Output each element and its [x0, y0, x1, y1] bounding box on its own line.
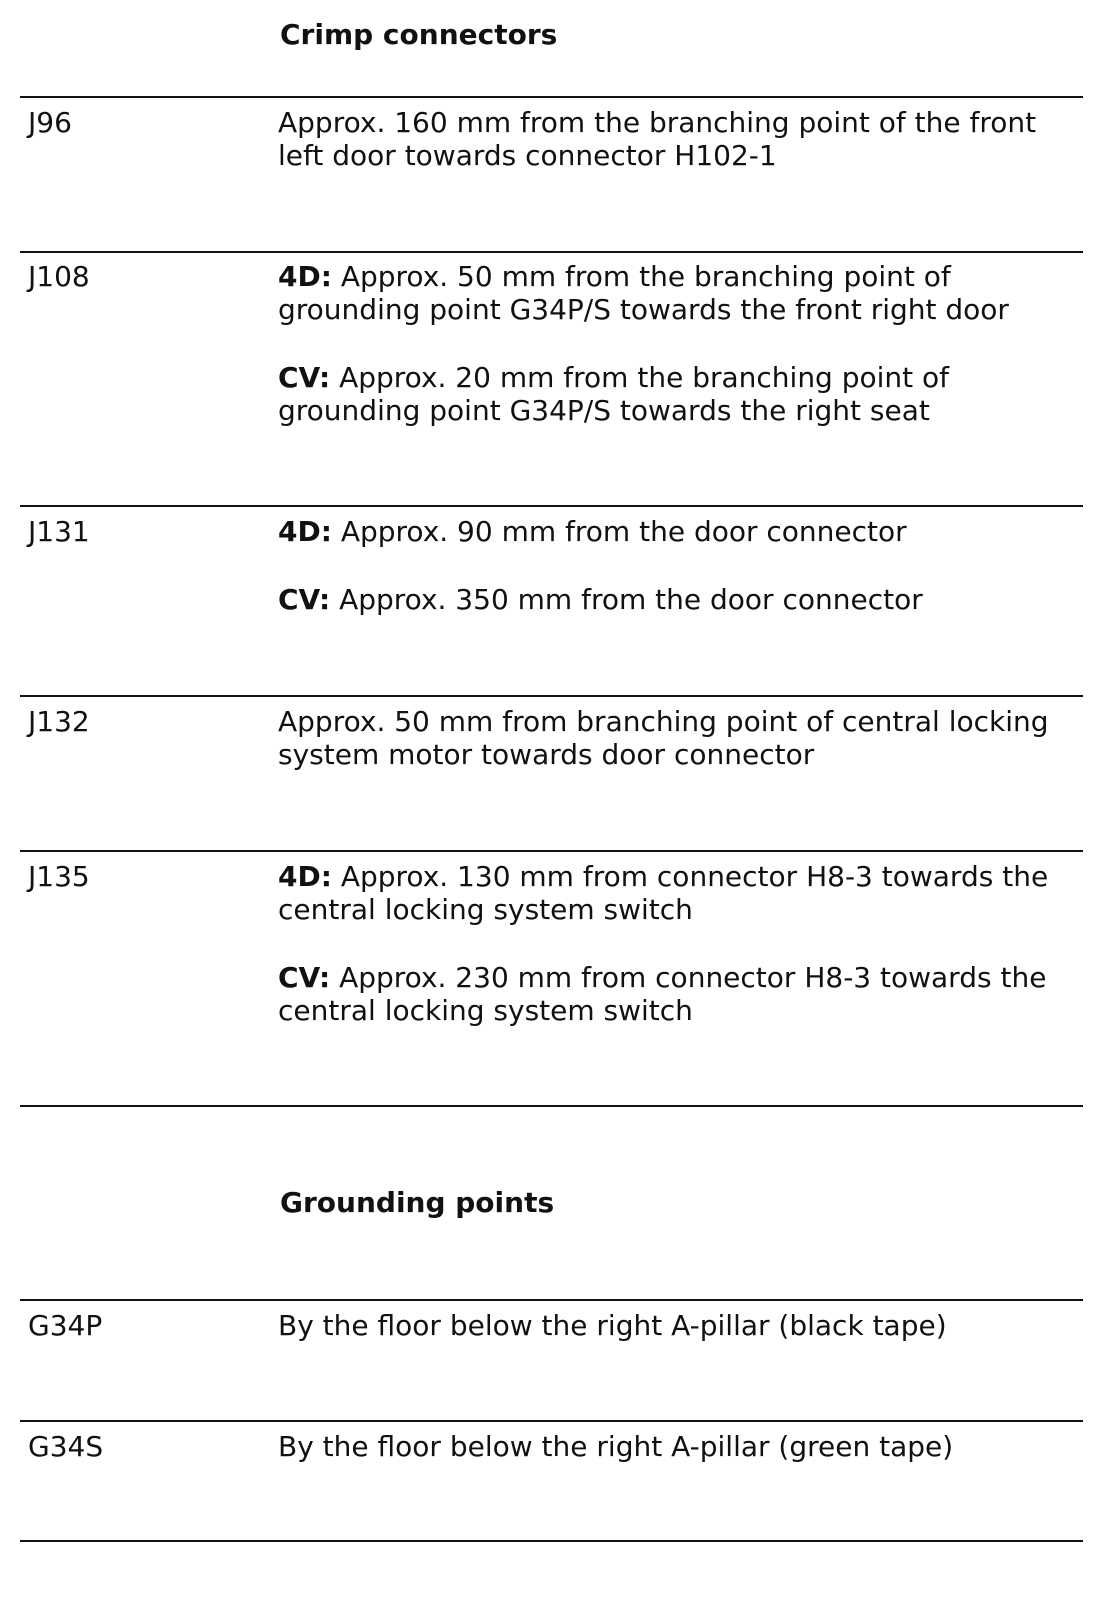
variant-tag-cv: CV: — [278, 583, 331, 616]
table-divider — [20, 695, 1083, 697]
grounding-point-description — [278, 1430, 1068, 1463]
grounding-point-description — [278, 1309, 1068, 1342]
table-divider — [20, 505, 1083, 507]
description-text: Approx. 50 mm from the branching point of grounding point G34P/S towards the front right door — [278, 260, 1009, 326]
description-text: By the floor below the right A-pillar (black tape) — [278, 1309, 947, 1342]
description-paragraph — [278, 361, 1068, 427]
connector-code: J135 — [28, 860, 90, 893]
connector-code: J132 — [28, 705, 90, 738]
description-paragraph — [278, 583, 1068, 616]
grounding-point-code: G34S — [28, 1430, 104, 1463]
variant-tag-cv: CV: — [278, 361, 331, 394]
connector-description — [278, 705, 1068, 771]
table-divider — [20, 1299, 1083, 1301]
description-text: Approx. 160 mm from the branching point of the front left door towards connector H102-1 — [278, 106, 1037, 172]
grounding-point-code: G34P — [28, 1309, 103, 1342]
connector-code: J96 — [28, 106, 72, 139]
connector-description — [278, 106, 1068, 172]
connector-description — [278, 260, 1068, 427]
connector-description — [278, 860, 1068, 1027]
description-paragraph — [278, 961, 1068, 1027]
grounding-points-heading: Grounding points — [280, 1186, 555, 1219]
description-paragraph — [278, 260, 1068, 326]
connector-code: J108 — [28, 260, 90, 293]
table-divider — [20, 850, 1083, 852]
variant-tag-cv: CV: — [278, 961, 331, 994]
description-text: Approx. 90 mm from the door connector — [331, 515, 907, 548]
description-paragraph — [278, 1309, 1068, 1342]
table-divider — [20, 251, 1083, 253]
table-divider — [20, 1105, 1083, 1107]
crimp-connectors-heading: Crimp connectors — [280, 18, 558, 51]
table-divider — [20, 1420, 1083, 1422]
description-text: Approx. 50 mm from branching point of central locking system motor towards door connector — [278, 705, 1049, 771]
description-text: Approx. 130 mm from connector H8-3 towards the central locking system switch — [278, 860, 1049, 926]
variant-tag-4d: 4D: — [278, 260, 332, 293]
variant-tag-4d: 4D: — [278, 515, 332, 548]
description-text: Approx. 20 mm from the branching point of grounding point G34P/S towards the right seat — [278, 361, 950, 427]
description-text: Approx. 350 mm from the door connector — [330, 583, 923, 616]
description-text: By the floor below the right A-pillar (green tape) — [278, 1430, 954, 1463]
description-paragraph — [278, 1430, 1068, 1463]
table-divider — [20, 96, 1083, 98]
description-text: Approx. 230 mm from connector H8-3 towards the central locking system switch — [278, 961, 1047, 1027]
variant-tag-4d: 4D: — [278, 860, 332, 893]
connector-description — [278, 515, 1068, 616]
table-divider — [20, 1540, 1083, 1542]
description-paragraph — [278, 860, 1068, 926]
description-paragraph — [278, 106, 1068, 172]
description-paragraph — [278, 515, 1068, 548]
connector-code: J131 — [28, 515, 90, 548]
description-paragraph — [278, 705, 1068, 771]
